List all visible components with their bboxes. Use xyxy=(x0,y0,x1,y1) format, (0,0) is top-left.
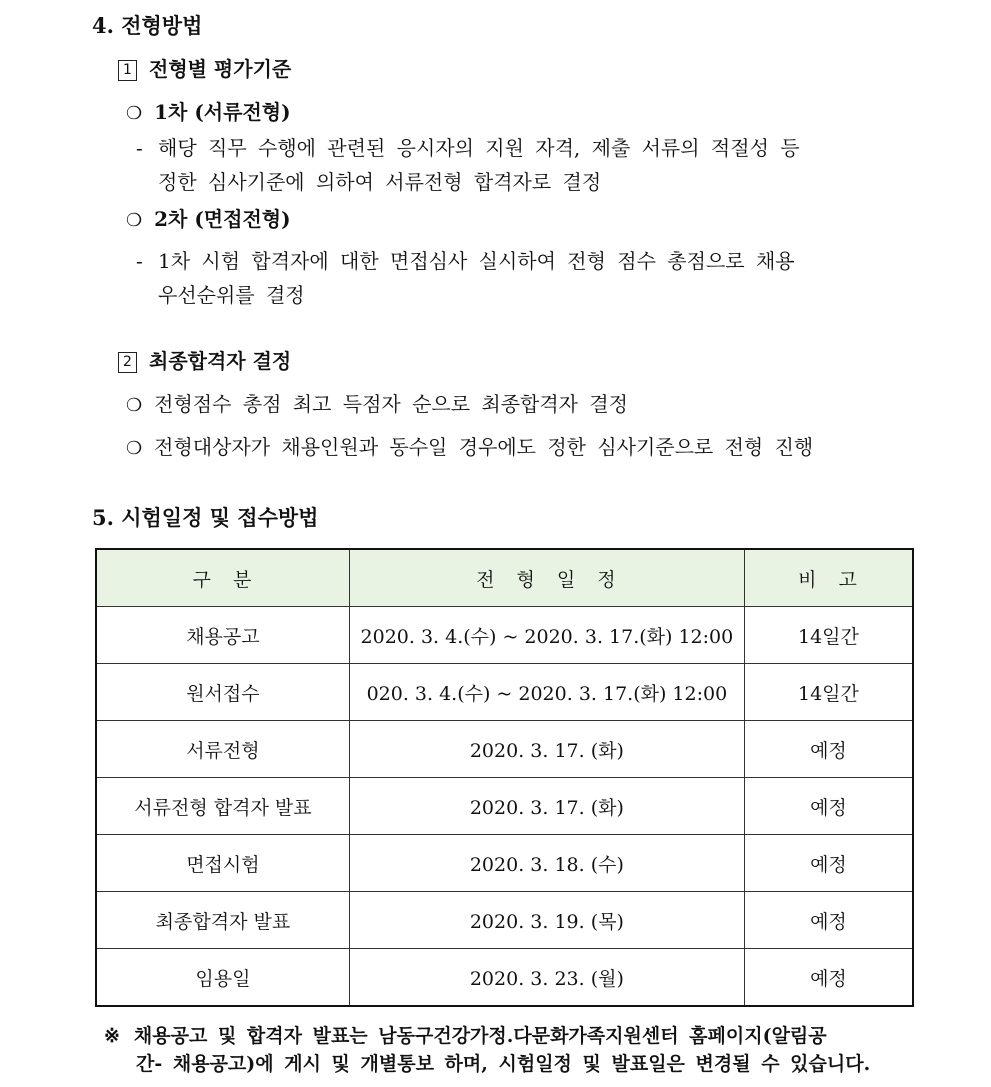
dash-bullet-icon: - xyxy=(136,249,143,273)
final-item-1 xyxy=(126,388,628,417)
stage-1-title: 1차 (서류전형) xyxy=(154,100,291,124)
footnote-line-2: 간- 채용공고)에 게시 및 개별통보 하며, 시험일정 및 발표일은 변경될 수 있습니다. xyxy=(136,1053,871,1075)
cell-note: 14일간 xyxy=(744,607,913,664)
footnote-text-1: 채용공고 및 합격자 발표는 남동구건강가정.다문화가족지원센터 홈페이지(알림공 xyxy=(133,1025,827,1047)
cell-schedule: 2020. 3. 19. (목) xyxy=(349,892,744,949)
cell-schedule: 2020. 3. 17. (화) xyxy=(349,721,744,778)
cell-category: 임용일 xyxy=(96,949,349,1007)
table-row xyxy=(96,607,913,664)
table-row xyxy=(96,949,913,1007)
circle-bullet-icon: ❍ xyxy=(126,395,143,416)
cell-note: 예정 xyxy=(744,835,913,892)
footnote-line-1 xyxy=(104,1021,827,1048)
final-item-2-text: 전형대상자가 채용인원과 동수일 경우에도 정한 심사기준으로 전형 진행 xyxy=(154,435,814,459)
stage-1-desc-text-1: 해당 직무 수행에 관련된 응시자의 지원 자격, 제출 서류의 적절성 등 xyxy=(158,136,800,160)
final-item-1-text: 전형점수 총점 최고 득점자 순으로 최종합격자 결정 xyxy=(154,392,629,416)
cell-category: 채용공고 xyxy=(96,607,349,664)
table-row xyxy=(96,664,913,721)
cell-category: 서류전형 xyxy=(96,721,349,778)
cell-note: 예정 xyxy=(744,949,913,1007)
cell-schedule: 2020. 3. 23. (월) xyxy=(349,949,744,1007)
stage-1-desc-line-2: 정한 심사기준에 의하여 서류전형 합격자로 결정 xyxy=(158,170,602,194)
header-category xyxy=(96,549,349,607)
final-item-2 xyxy=(126,431,813,460)
cell-category: 원서접수 xyxy=(96,664,349,721)
header-schedule xyxy=(349,549,744,607)
subsection-2-heading xyxy=(118,345,291,374)
header-note-text: 비 고 xyxy=(798,568,859,591)
circle-bullet-icon: ❍ xyxy=(126,210,143,231)
stage-1-heading xyxy=(126,96,291,125)
header-schedule-text: 전 형 일 정 xyxy=(476,568,618,591)
section-4-title: 4. 전형방법 xyxy=(92,13,203,38)
circle-bullet-icon: ❍ xyxy=(126,103,143,124)
circle-bullet-icon: ❍ xyxy=(126,438,143,459)
cell-category: 면접시험 xyxy=(96,835,349,892)
cell-schedule: 2020. 3. 18. (수) xyxy=(349,835,744,892)
subsection-1-number: 1 xyxy=(118,60,137,81)
dash-bullet-icon: - xyxy=(136,136,143,160)
stage-2-title: 2차 (면접전형) xyxy=(154,207,291,231)
stage-2-heading xyxy=(126,203,291,232)
subsection-2-number: 2 xyxy=(118,352,137,373)
table-row xyxy=(96,892,913,949)
stage-2-desc-line-2: 우선순위를 결정 xyxy=(158,283,305,307)
subsection-1-heading xyxy=(118,53,291,82)
table-row xyxy=(96,721,913,778)
cell-note: 예정 xyxy=(744,892,913,949)
table-row xyxy=(96,778,913,835)
cell-note: 예정 xyxy=(744,721,913,778)
section-5-title: 5. 시험일정 및 접수방법 xyxy=(92,505,319,530)
cell-schedule: 2020. 3. 4.(수) ~ 2020. 3. 17.(화) 12:00 xyxy=(349,607,744,664)
cell-note: 예정 xyxy=(744,778,913,835)
schedule-table xyxy=(95,548,914,1007)
stage-1-desc-line-1 xyxy=(136,132,800,161)
subsection-1-title: 전형별 평가기준 xyxy=(149,57,292,81)
cell-category: 서류전형 합격자 발표 xyxy=(96,778,349,835)
table-header-row xyxy=(96,549,913,607)
stage-2-desc-text-1: 1차 시험 합격자에 대한 면접심사 실시하여 전형 점수 총점으로 채용 xyxy=(158,249,795,273)
header-category-text: 구 분 xyxy=(192,568,254,591)
table-row xyxy=(96,835,913,892)
subsection-2-title: 최종합격자 결정 xyxy=(149,349,292,373)
footnote-mark: ※ xyxy=(104,1025,120,1047)
cell-note: 14일간 xyxy=(744,664,913,721)
stage-2-desc-line-1 xyxy=(136,245,795,274)
cell-schedule: 020. 3. 4.(수) ~ 2020. 3. 17.(화) 12:00 xyxy=(349,664,744,721)
cell-schedule: 2020. 3. 17. (화) xyxy=(349,778,744,835)
header-note xyxy=(744,549,913,607)
cell-category: 최종합격자 발표 xyxy=(96,892,349,949)
